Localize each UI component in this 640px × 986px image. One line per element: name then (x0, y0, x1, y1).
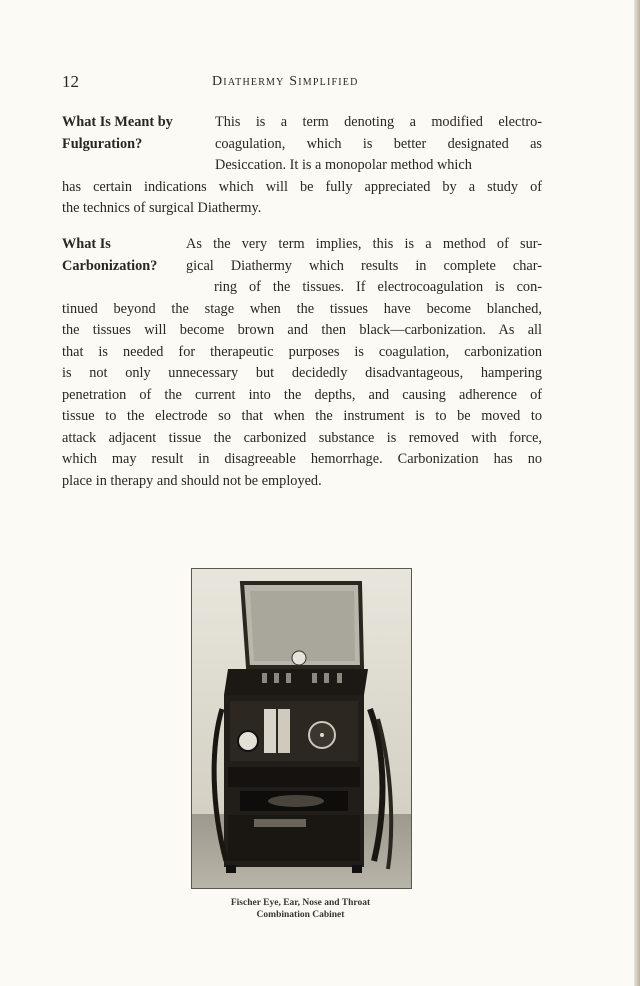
fulguration-entry (62, 112, 542, 220)
page-header (62, 72, 542, 96)
text-line: place in therapy and should not be employed. (62, 472, 322, 489)
text-line: the technics of surgical Diathermy. (62, 200, 262, 216)
question-line: Carbonization? (62, 257, 158, 274)
text-line: penetration of the current into the depths, and causing adherence of (62, 386, 542, 403)
text-line: which may result in disagreeable hemorrhage. Carbonization has no (62, 451, 542, 467)
page-number: 12 (62, 72, 79, 91)
text-line: gical Diathermy which results in complete char- (186, 257, 542, 274)
text-line: the tissues will become brown and then black—carbonization. As all (62, 322, 542, 338)
text-line: coagulation, which is better designated as (215, 135, 542, 152)
text-line: As the very term implies, this is a method of sur- (186, 236, 542, 252)
question-line: Fulguration? (62, 135, 143, 152)
fulguration-question (62, 112, 212, 155)
text-line: has certain indications which will be fully appreciated by a study of (62, 178, 542, 195)
text-line: Desiccation. It is a monopolar method which (215, 157, 472, 173)
running-title: Diathermy Simplified (212, 74, 359, 89)
page-edge (634, 0, 640, 986)
caption-line: Combination Cabinet (256, 910, 345, 920)
question-line: What Is Meant by (62, 114, 173, 130)
caption-line: Fischer Eye, Ear, Nose and Throat (230, 898, 371, 908)
text-line: ring of the tissues. If electrocoagulation is con- (214, 279, 542, 295)
cabinet-photograph (191, 568, 412, 889)
cabinet-illustration (192, 569, 411, 888)
text-line: This is a term denoting a modified electro- (215, 114, 542, 130)
text-line: tinued beyond the stage when the tissues have become blanched, (62, 300, 542, 317)
text-line: attack adjacent tissue the carbonized substance is removed with force, (62, 429, 542, 446)
question-line: What Is (62, 236, 111, 252)
carbonization-question (62, 234, 212, 277)
text-line: is not only unnecessary but decidedly disadvantageous, hampering (62, 365, 542, 381)
text-line: tissue to the electrode so that when the instrument is to be moved to (62, 408, 542, 424)
text-line: that is needed for therapeutic purposes is coagulation, carbonization (62, 343, 542, 360)
carbonization-entry (62, 234, 542, 492)
figure-caption (160, 897, 441, 921)
